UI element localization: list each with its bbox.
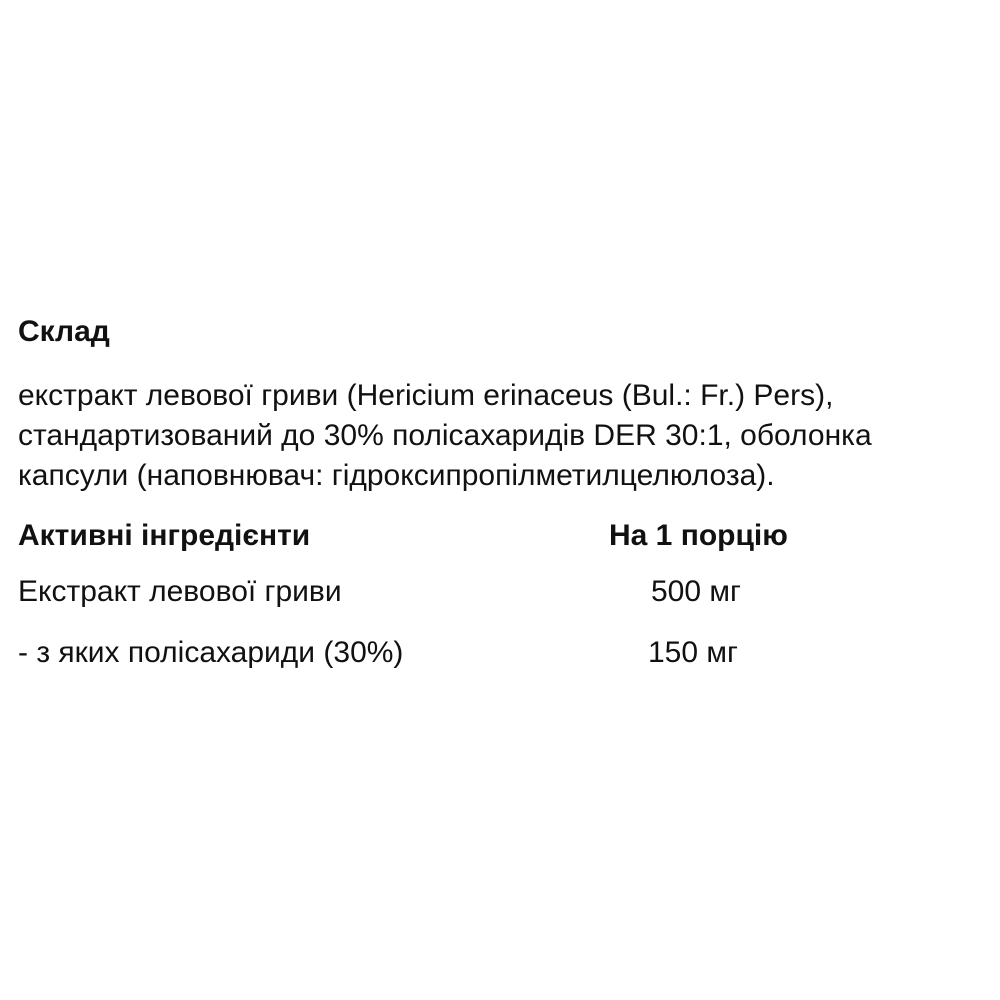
ingredient-name: - з яких полісахариди (30%) [18,636,404,669]
composition-line: екстракт левової гриви (Hericium erinaceus (Bul.: Fr.) Pers), [18,379,834,412]
ingredient-name: Екстракт левової гриви [18,575,342,608]
ingredient-amount: 500 мг [651,575,741,608]
column-header-ingredients: Активні інгредієнти [18,519,311,552]
column-header-per-serving: На 1 порцію [609,519,788,552]
composition-text [18,376,872,496]
composition-line: капсули (наповнювач: гідроксипропілметилцелюлоза). [18,459,775,492]
composition-heading: Склад [18,315,110,348]
ingredient-amount: 150 мг [648,636,738,669]
composition-line: стандартизований до 30% полісахаридів DER 30:1, оболонка [18,419,872,452]
